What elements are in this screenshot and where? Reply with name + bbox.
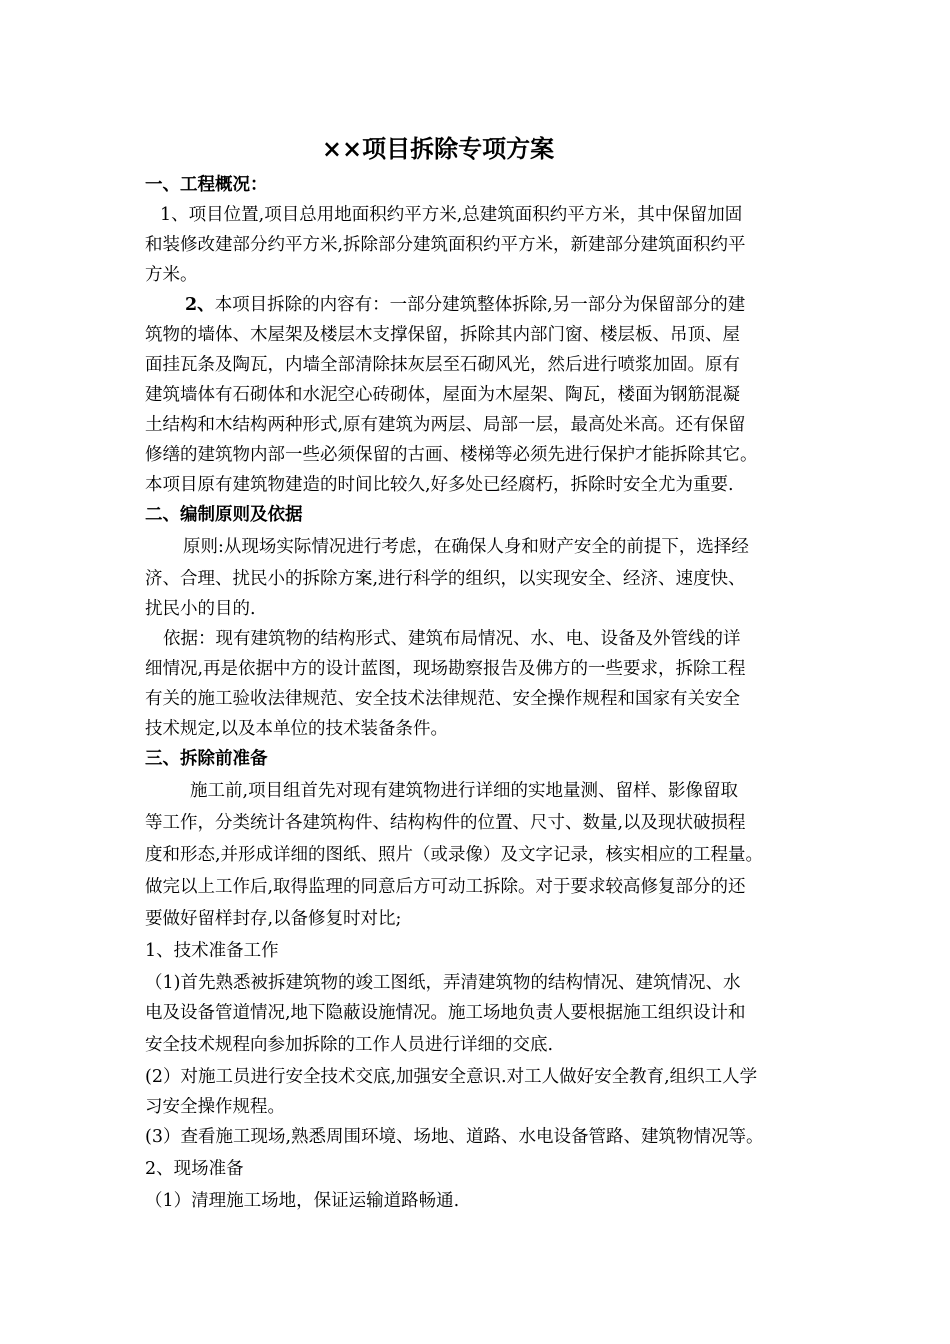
list-item: （1)首先熟悉被拆建筑物的竣工图纸，弄清建筑物的结构情况、建筑情况、水: [145, 973, 741, 993]
paragraph-line: 筑物的墙体、木屋架及楼层木支撑保留，拆除其内部门窗、楼层板、吊顶、屋: [145, 325, 740, 345]
paragraph-line: 土结构和木结构两种形式,原有建筑为两层、局部一层，最高处米高。还有保留: [145, 415, 746, 435]
list-item: (3）查看施工现场,熟悉周围环境、场地、道路、水电设备管路、建筑物情况等。: [145, 1127, 764, 1147]
paragraph-line: 依据：现有建筑物的结构形式、建筑布局情况、水、电、设备及外管线的详: [163, 629, 741, 649]
paragraph-line: 要做好留样封存,以备修复时对比;: [145, 909, 402, 929]
paragraph-line: 细情况,再是依据中方的设计蓝图，现场勘察报告及佛方的一些要求，拆除工程: [145, 659, 746, 679]
list-item: （1）清理施工场地，保证运输道路畅通.: [145, 1191, 460, 1211]
paragraph-line: 济、合理、扰民小的拆除方案,进行科学的组织，以实现安全、经济、速度快、: [145, 569, 746, 589]
paragraph-line: 方米。: [145, 265, 198, 285]
paragraph-line: 做完以上工作后,取得监理的同意后方可动工拆除。对于要求较高修复部分的还: [145, 877, 746, 897]
paragraph-line: 习安全操作规程。: [145, 1097, 285, 1117]
paragraph-line: 技术规定,以及本单位的技术装备条件。: [145, 719, 449, 739]
paragraph-text: 本项目拆除的内容有：一部分建筑整体拆除,另一部分为保留部分的建: [214, 295, 746, 315]
paragraph-line: 修缮的建筑物内部一些必须保留的古画、楼梯等必须先进行保护才能拆除其它。: [145, 445, 758, 465]
paragraph-line: 面挂瓦条及陶瓦，内墙全部清除抹灰层至石砌风光，然后进行喷浆加固。原有: [145, 355, 740, 375]
paragraph-line: 原则:从现场实际情况进行考虑，在确保人身和财产安全的前提下，选择经: [183, 537, 749, 557]
document-title: ××项目拆除专项方案: [321, 134, 555, 163]
subsection-heading-technical: 1、技术准备工作: [145, 941, 279, 961]
paragraph-line: 电及设备管道情况,地下隐蔽设施情况。施工场地负责人要根据施工组织设计和: [145, 1003, 746, 1023]
paragraph-line: 和装修改建部分约平方米,拆除部分建筑面积约平方米，新建部分建筑面积约平: [145, 235, 746, 255]
list-item: (2）对施工员进行安全技术交底,加强安全意识.对工人做好安全教育,组织工人学: [145, 1067, 758, 1087]
paragraph-line: 扰民小的目的.: [145, 599, 256, 619]
section-heading-principles: 二、编制原则及依据: [145, 505, 303, 525]
paragraph-line: 安全技术规程向参加拆除的工作人员进行详细的交底.: [145, 1035, 554, 1055]
paragraph-line: 1、项目位置,项目总用地面积约平方米,总建筑面积约平方米，其中保留加固: [160, 205, 743, 225]
section-heading-preparation: 三、拆除前准备: [145, 749, 268, 769]
paragraph-line: [185, 290, 745, 320]
paragraph-line: 本项目原有建筑物建造的时间比较久,好多处已经腐朽，拆除时安全尤为重要.: [145, 475, 734, 495]
subsection-heading-site: 2、现场准备: [145, 1159, 244, 1179]
paragraph-line: 等工作，分类统计各建筑构件、结构构件的位置、尺寸、数量,以及现状破损程: [145, 813, 746, 833]
paragraph-line: 施工前,项目组首先对现有建筑物进行详细的实地量测、留样、影像留取: [190, 781, 739, 801]
paragraph-line: 度和形态,并形成详细的图纸、照片（或录像）及文字记录，核实相应的工程量。: [145, 845, 764, 865]
paragraph-line: 建筑墙体有石砌体和水泥空心砖砌体，屋面为木屋架、陶瓦，楼面为钢筋混凝: [145, 385, 740, 405]
item-number: 2、: [185, 295, 215, 315]
section-heading-overview: 一、工程概况：: [145, 175, 268, 195]
paragraph-line: 有关的施工验收法律规范、安全技术法律规范、安全操作规程和国家有关安全: [145, 689, 740, 709]
